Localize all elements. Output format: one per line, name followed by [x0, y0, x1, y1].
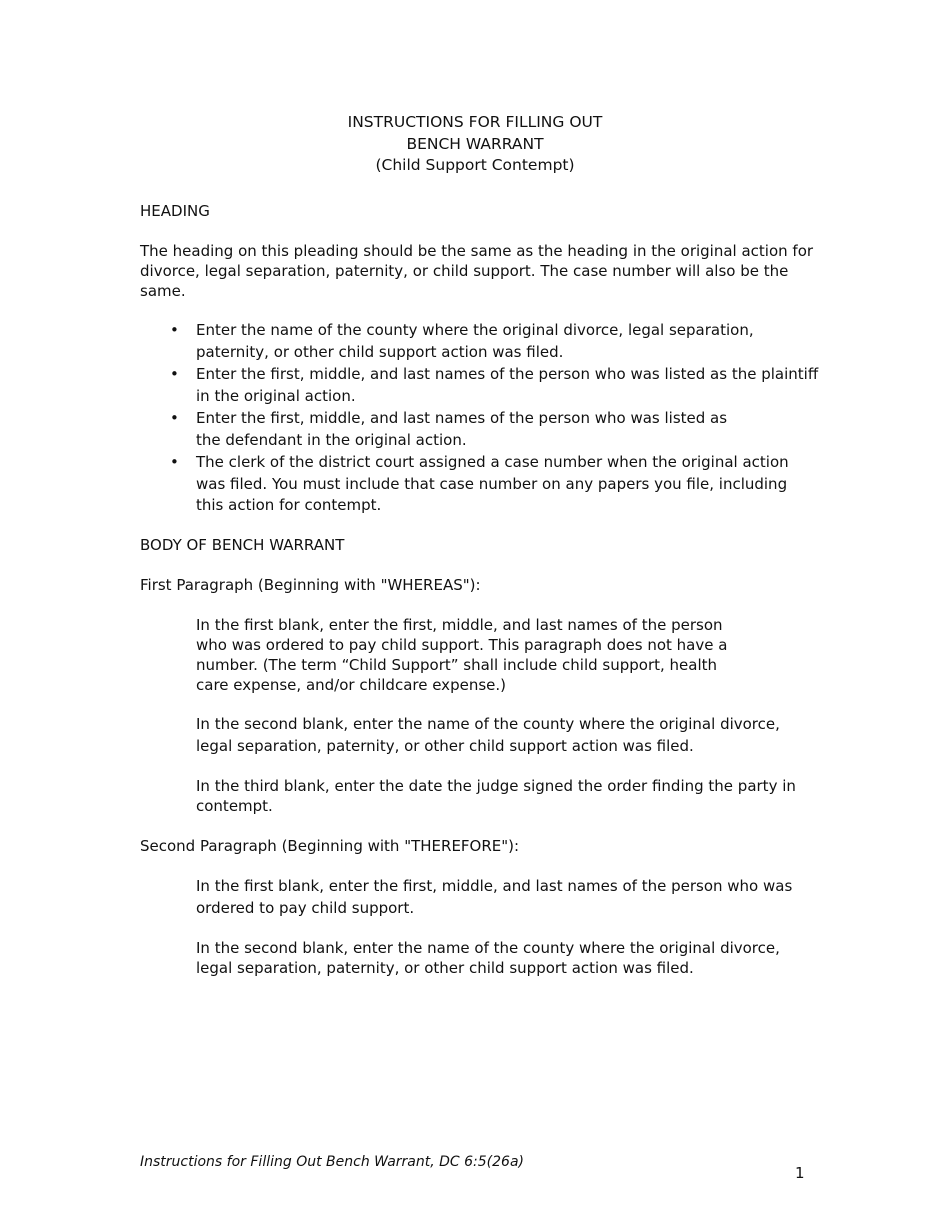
bullet-text: Enter the first, middle, and last names of the person who was listed as the defendant in the original action.: [196, 409, 728, 449]
heading-section-label: HEADING: [140, 202, 210, 220]
bullet-text: Enter the first, middle, and last names of the person who was listed as the plaintiff in the original action.: [196, 365, 819, 405]
bullet-text: Enter the name of the county where the original divorce, legal separation, paternity, or other child support action was filed.: [196, 321, 754, 361]
footer-text: Instructions for Filling Out Bench Warrant, DC 6:5(26a): [140, 1154, 525, 1170]
body-section-label: BODY OF BENCH WARRANT: [140, 536, 345, 554]
second-paragraph-item-2: In the second blank, enter the name of the county where the original divorce, legal separation, paternity, or other child support action was filed.: [196, 939, 780, 977]
bullet-icon: •: [170, 453, 179, 471]
heading-bullet-list: [140, 320, 820, 518]
page-number: 1: [795, 1164, 805, 1182]
bullet-icon: •: [170, 409, 179, 427]
second-paragraph-label: Second Paragraph (Beginning with "THEREFORE"):: [140, 837, 520, 855]
first-paragraph-label: First Paragraph (Beginning with "WHEREAS"):: [140, 576, 481, 594]
title-line-3: (Child Support Contempt): [375, 156, 575, 174]
title-line-1: INSTRUCTIONS FOR FILLING OUT: [347, 113, 603, 131]
list-item: [140, 364, 820, 407]
bullet-text: The clerk of the district court assigned a case number when the original action was filed. You must include that case number on any papers you file, including this action for contempt.: [196, 453, 789, 514]
list-item: [140, 320, 820, 363]
bullet-icon: •: [170, 365, 179, 383]
bullet-icon: •: [170, 321, 179, 339]
document-title: [0, 112, 950, 177]
first-paragraph-item-2: In the second blank, enter the name of the county where the original divorce, legal separation, paternity, or other child support action was filed.: [196, 715, 780, 755]
first-paragraph-item-1: In the first blank, enter the first, middle, and last names of the person who was ordered to pay child support. This paragraph does not have a number. (The term “Child Support” shall include child support, health care expense, and/or childcare expense.): [196, 616, 728, 694]
second-paragraph-item-1: In the first blank, enter the first, middle, and last names of the person who was ordered to pay child support.: [196, 877, 793, 917]
list-item: [140, 452, 820, 517]
list-item: [140, 408, 820, 451]
first-paragraph-item-3: In the third blank, enter the date the judge signed the order finding the party in contempt.: [196, 777, 796, 815]
title-line-2: BENCH WARRANT: [406, 134, 544, 153]
heading-intro-paragraph: The heading on this pleading should be the same as the heading in the original action for divorce, legal separation, paternity, or child support. The case number will also be the same.: [140, 242, 814, 300]
